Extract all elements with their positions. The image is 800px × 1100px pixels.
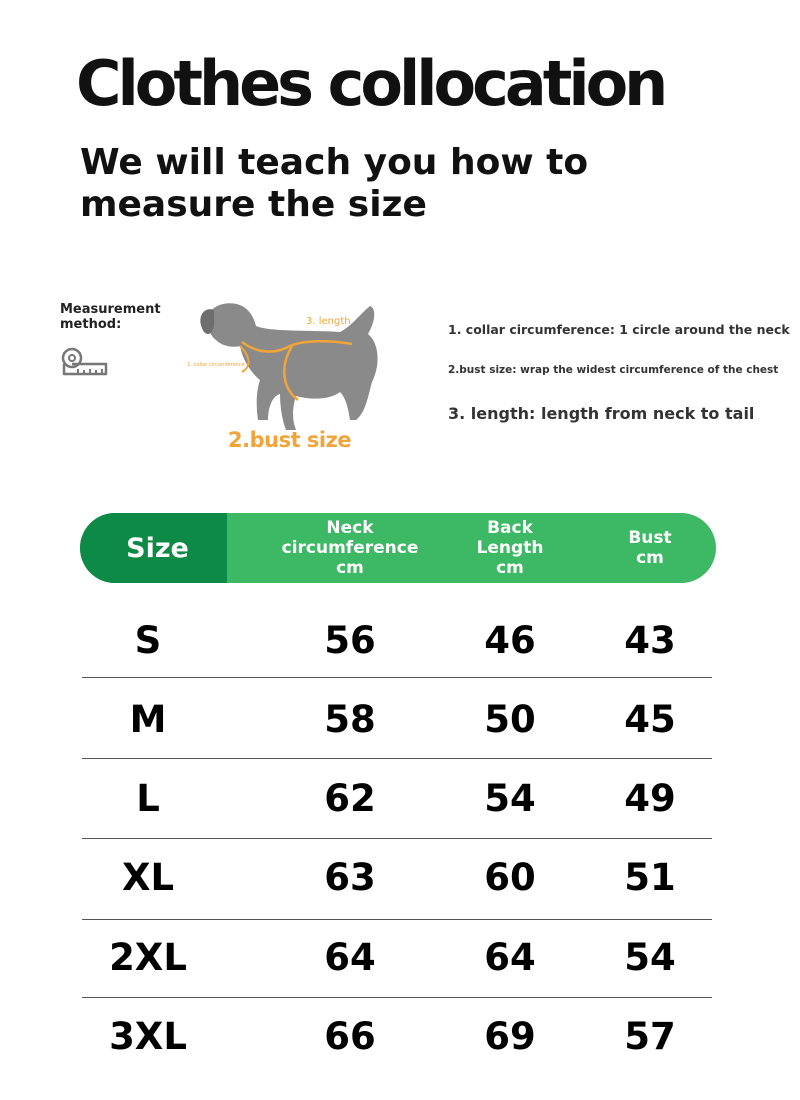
header-back-length <box>450 513 570 583</box>
cell-size: S <box>134 618 162 662</box>
cell-size: L <box>136 776 160 820</box>
header-neck-line-1: Neck <box>326 518 374 538</box>
legend-item-length: 3. length: length from neck to tail <box>448 404 755 423</box>
method-line-1: Measurement <box>60 302 161 317</box>
cell-bust: 43 <box>624 618 676 662</box>
cell-bust: 54 <box>624 935 676 979</box>
header-back-line-1: Back <box>487 518 533 538</box>
length-annotation: 3. length <box>306 316 351 327</box>
page-title: Clothes collocation <box>76 47 665 120</box>
subtitle-line-2: measure the size <box>80 184 427 225</box>
cell-neck: 64 <box>324 935 376 979</box>
cell-neck: 58 <box>324 697 376 741</box>
legend-item-collar: 1. collar circumference: 1 circle around the neck <box>448 322 790 337</box>
collar-annotation: 1. collar circumference <box>187 362 245 368</box>
cell-bust: 49 <box>624 776 676 820</box>
cell-back: 69 <box>484 1014 536 1058</box>
legend-item-bust: 2.bust size: wrap the widest circumference of the chest <box>448 364 779 376</box>
cell-neck: 63 <box>324 855 376 899</box>
table-row <box>80 758 712 838</box>
cell-bust: 57 <box>624 1014 676 1058</box>
table-row <box>80 600 712 680</box>
bust-size-caption: 2.bust size <box>228 428 352 452</box>
header-bust-line-2: cm <box>636 548 664 568</box>
header-bust-line-1: Bust <box>628 528 672 548</box>
page-subtitle <box>80 142 588 226</box>
table-row <box>80 679 712 759</box>
cell-back: 64 <box>484 935 536 979</box>
cell-size: 3XL <box>109 1014 187 1058</box>
method-line-2: method: <box>60 317 122 332</box>
cell-size: 2XL <box>109 935 187 979</box>
cell-back: 60 <box>484 855 536 899</box>
cell-size: XL <box>121 855 175 899</box>
header-size: Size <box>80 513 227 583</box>
cell-neck: 66 <box>324 1014 376 1058</box>
header-neck-line-2: circumference <box>281 538 419 558</box>
table-row <box>80 996 712 1076</box>
header-neck-line-3: cm <box>336 558 364 578</box>
header-bust <box>590 513 710 583</box>
cell-back: 50 <box>484 697 536 741</box>
cell-bust: 51 <box>624 855 676 899</box>
measurement-method-label <box>60 302 161 332</box>
cell-back: 46 <box>484 618 536 662</box>
header-neck <box>260 513 440 583</box>
cell-back: 54 <box>484 776 536 820</box>
header-back-line-2: Length <box>476 538 544 558</box>
cell-size: M <box>129 697 167 741</box>
cell-bust: 45 <box>624 697 676 741</box>
cell-neck: 56 <box>324 618 376 662</box>
header-back-line-3: cm <box>496 558 524 578</box>
subtitle-line-1: We will teach you how to <box>80 142 589 183</box>
row-divider <box>82 677 712 678</box>
table-row <box>80 837 712 917</box>
measuring-tape-icon <box>60 344 110 380</box>
size-table-header <box>80 513 716 583</box>
table-row <box>80 917 712 997</box>
cell-neck: 62 <box>324 776 376 820</box>
